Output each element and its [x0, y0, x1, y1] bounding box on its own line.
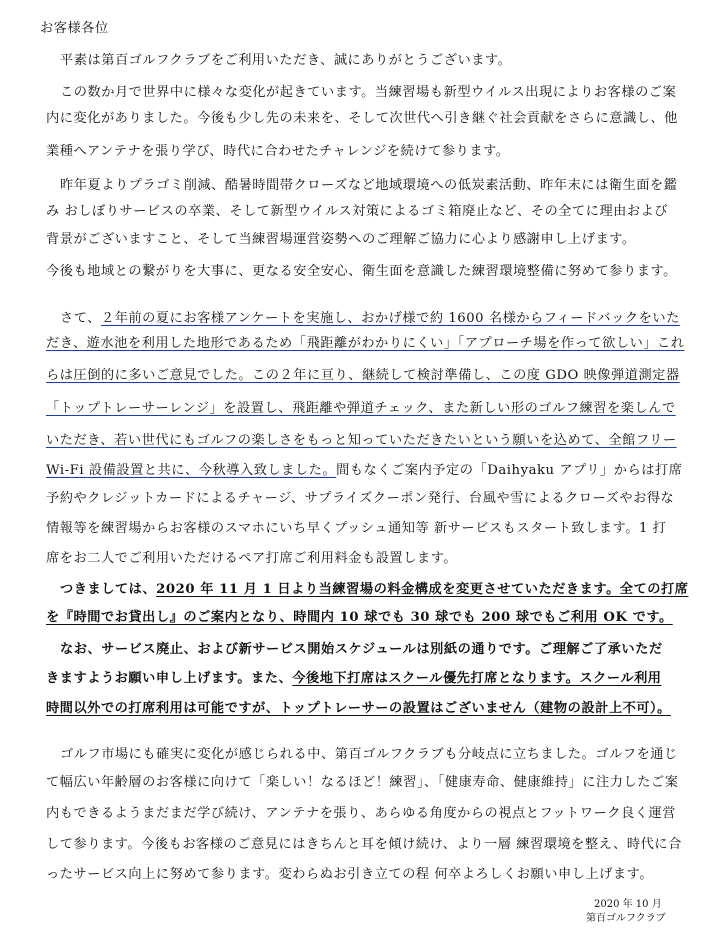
paragraph-pricing-text: つきましては、 — [60, 582, 157, 597]
paragraph-pricing-line — [46, 581, 689, 599]
salutation: お客様各位 — [40, 21, 109, 36]
paragraph-closing-line: ったサービス向上に努めて参ります。変わらぬお引き立ての程 何卒よろしくお願い申し上げます。 — [46, 867, 654, 882]
paragraph-pricing-underlined: 2020 年 11 月 1 日より当練習場の料金構成を変更させていただきます。全ての打席 — [156, 582, 689, 597]
paragraph-closing-line: ゴルフ市場にも確実に変化が感じられる中、第百ゴルフクラブも分岐点に立ちました。ゴルフを通じ — [60, 747, 678, 762]
paragraph-tracer-line: だき、遊水池を利用した地形であるため「飛距離がわかりにくい」「アプローチ場を作って欲しい」これ — [46, 336, 685, 351]
paragraph-tracer-line: 情報等を練習場からお客様のスマホにいち早くプッシュ通知等 新サービスもスタート致します。1 打 — [46, 521, 667, 536]
paragraph-tracer-text: 間もなくご案内予定の「Daihyaku アプリ」からは打席 — [336, 463, 683, 478]
paragraph-schedule-line: 時間以外での打席利用は可能ですが、トップトレーサーの設置はございません（建物の設計上不可）。 — [46, 701, 671, 716]
paragraph-schedule-underlined: 今後地下打席はスクール優先打席となります。スクール利用 — [292, 671, 662, 686]
paragraph-tracer-line: 席をお二人でご利用いただけるペア打席ご利用料金も設置します。 — [46, 551, 458, 566]
paragraph-schedule-line: なお、サービス廃止、および新サービス開始スケジュールは別紙の通りです。ご理解ご了承いただ — [60, 642, 663, 657]
paragraph-tracer-line — [46, 462, 683, 480]
paragraph-pricing-line: を『時間でお貸出し』のご案内となり、時間内 10 球でも 30 球でも 200 球でもご利用 OK です。 — [46, 610, 673, 625]
paragraph-tracer-line: 予約やクレジットカードによるチャージ、サプライズクーポン発行、台風や雪によるクローズやお得な — [46, 491, 675, 506]
signature-organization: 第百ゴルフクラブ — [586, 913, 666, 924]
paragraph-schedule-line — [46, 670, 666, 688]
paragraph-environment-line: 今後も地域との繋がりを大事に、更なる安全安心、衛生面を意識した練習環境整備に努めて参ります。 — [46, 264, 677, 279]
paragraph-environment-line: 背景がございますこと、そして当練習場運営姿勢へのご理解ご協力に心より感謝申し上げます。 — [46, 232, 636, 247]
paragraph-environment-line: 昨年夏よりプラゴミ削減、酷暑時間帯クローズなど地域環境への低炭素活動、昨年末には衛生面を鑑 — [60, 178, 678, 193]
paragraph-environment-line: み おしぼりサービスの卒業、そして新型ウイルス対策によるゴミ箱廃止など、その全てに理由および — [46, 204, 669, 219]
paragraph-tracer-text: さて、 — [60, 311, 101, 326]
paragraph-tracer-line: らは圧倒的に多いご意見でした。この２年に亘り、継続して検討準備し、この度 GDO 映像弾道測定器 — [46, 368, 680, 383]
paragraph-changes-line: 業種へアンテナを張り学び、時代に合わせたチャレンジを続けて参ります。 — [46, 144, 510, 159]
paragraph-closing-line: して参ります。今後もお客様のご意見にはきちんと耳を傾け続け、より一層 練習環境を整え、時代に合 — [46, 837, 682, 852]
paragraph-greeting: 平素は第百ゴルフクラブをご利用いただき、誠にありがとうございます。 — [60, 53, 512, 68]
paragraph-closing-line: て幅広い年齢層のお客様に向けて「楽しい！なるほど！練習」、「健康寿命、健康維持」に注力したご案 — [46, 775, 679, 790]
paragraph-tracer-underlined: ２年前の夏にお客様アンケートを実施し、おかげ様で約 1600 名様からフィードバックをいた — [100, 311, 680, 326]
paragraph-changes-line: この数か月で世界中に様々な変化が起きています。当練習場も新型ウイルス出現によりお客様のご案 — [60, 85, 677, 100]
paragraph-schedule-text: きますようお願い申し上げます。また、 — [46, 671, 293, 686]
paragraph-closing-line: 内もできるようまだまだ学び続け、アンテナを張り、あらゆる角度からの視点とフットワーク良く運営 — [46, 806, 676, 821]
paragraph-tracer-line: 「トップトレーサーレンジ」を設置し、飛距離や弾道チェック、また新しい形のゴルフ練習を楽しんで — [46, 401, 676, 416]
paragraph-tracer-line: いただき、若い世代にもゴルフの楽しさをもっと知っていただきたいという願いを込めて、全館フリー — [46, 433, 677, 448]
paragraph-tracer-underlined: Wi-Fi 設備設置と共に、今秋導入致しました。 — [46, 463, 337, 478]
signature-date: 2020 年 10 月 — [594, 899, 662, 910]
paragraph-tracer-line — [46, 310, 680, 328]
paragraph-changes-line: 内に変化がありました。今後も少し先の未来を、そして次世代へ引き継ぐ社会貢献をさらに意識し、他 — [46, 111, 678, 126]
